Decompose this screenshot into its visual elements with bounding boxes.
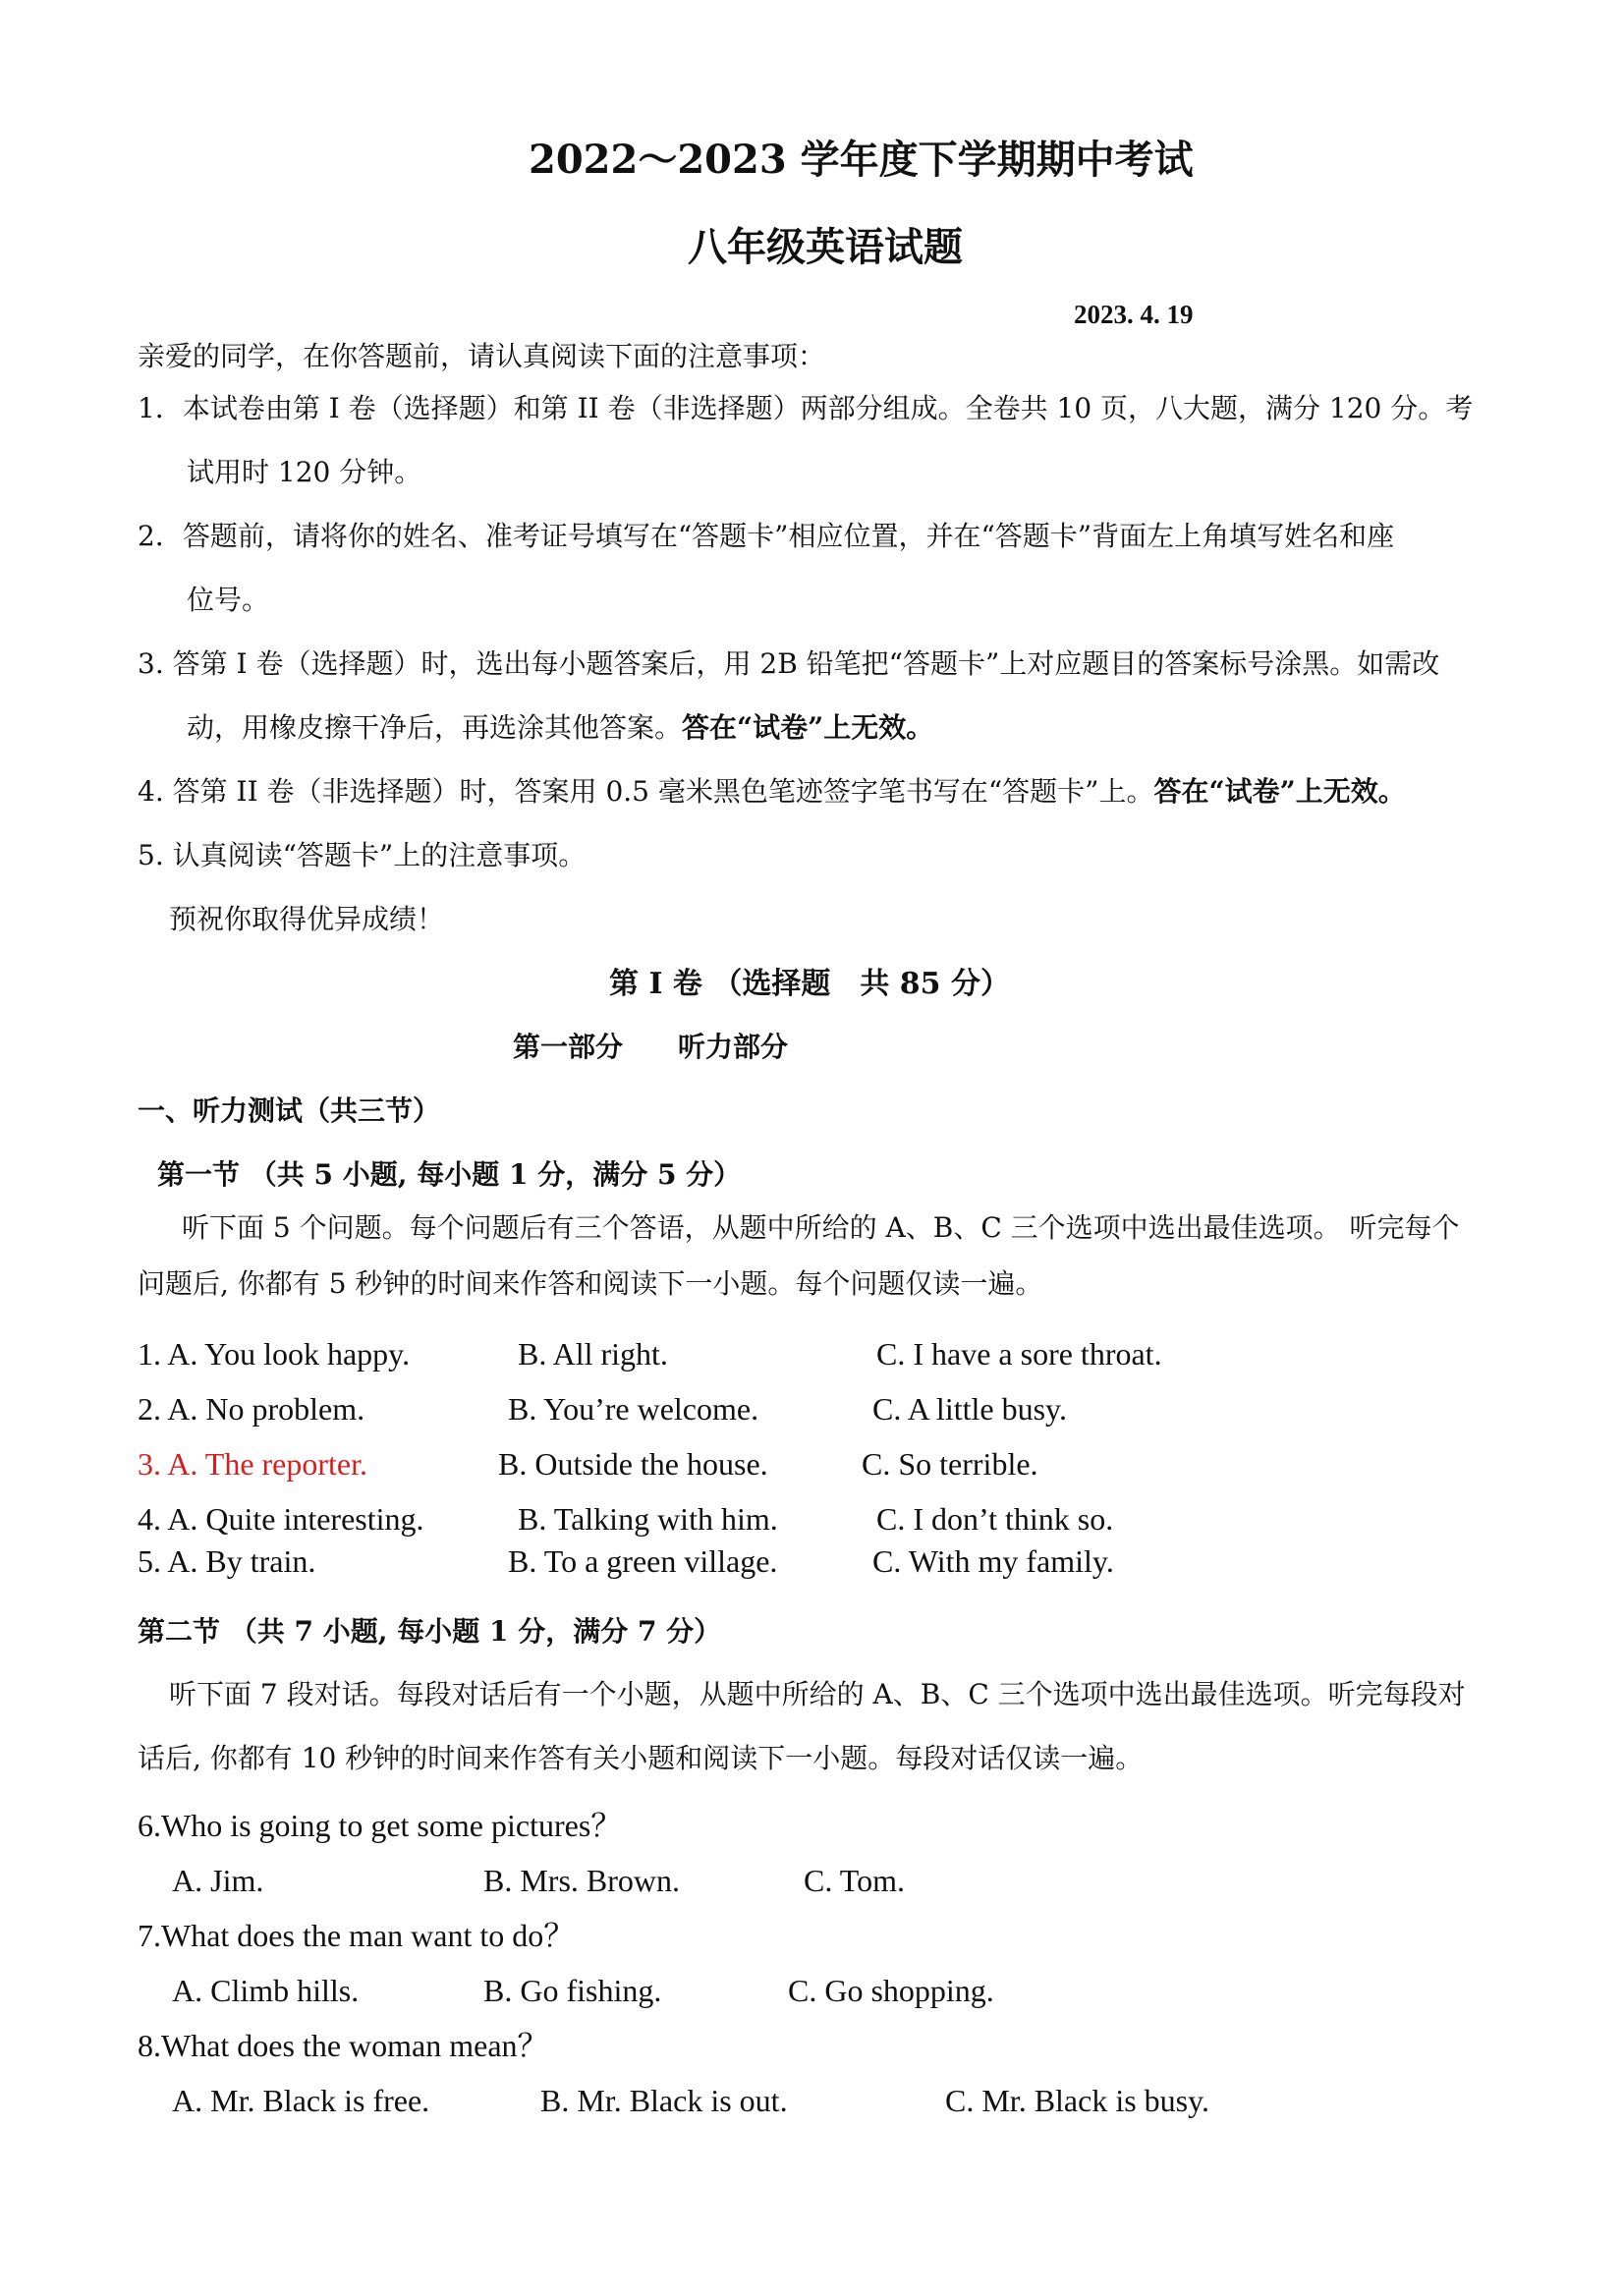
notice-item-1: 1．本试卷由第 I 卷（选择题）和第 II 卷（非选择题）两部分组成。全卷共 10 页，八大题，满分 120 分。考 — [138, 392, 1474, 424]
q4-option-a: 4. A. Quite interesting. — [138, 1501, 424, 1537]
q8-question: 8.What does the woman mean？ — [138, 2028, 549, 2063]
section2-instructions-cont: 话后, 你都有 10 秒钟的时间来作答有关小题和阅读下一小题。每段对话仅读一遍。 — [138, 1742, 1144, 1774]
notice-intro: 亲爱的同学，在你答题前，请认真阅读下面的注意事项： — [138, 340, 826, 372]
notice-item-1-cont: 试用时 120 分钟。 — [187, 456, 422, 488]
notice-item-2: 2．答题前，请将你的姓名、准考证号填写在“答题卡”相应位置，并在“答题卡”背面左上角填写姓名和座 — [138, 520, 1395, 552]
q6-option-c: C. Tom. — [804, 1863, 905, 1898]
section1-instructions-cont: 问题后, 你都有 5 秒钟的时间来作答和阅读下一小题。每个问题仅读一遍。 — [138, 1267, 1043, 1300]
q1-option-b: B. All right. — [518, 1336, 668, 1372]
q1-option-a: 1. A. You look happy. — [138, 1336, 411, 1372]
q7-question: 7.What does the man want to do？ — [138, 1918, 576, 1953]
q5-option-a: 5. A. By train. — [138, 1543, 316, 1579]
notice-item-2-cont: 位号。 — [187, 584, 270, 616]
q4-option-c: C. I don’t think so. — [876, 1501, 1114, 1537]
q5-option-b: B. To a green village. — [508, 1543, 778, 1579]
notice-item-3-cont — [187, 711, 934, 744]
notice-item-4-text: 4. 答第 II 卷（非选择题）时，答案用 0.5 毫米黑色笔迹签字笔书写在“答题卡”上。 — [138, 775, 1154, 808]
q4-option-b: B. Talking with him. — [518, 1501, 778, 1537]
notice-item-3-text: 动，用橡皮擦干净后，再选涂其他答案。 — [187, 711, 683, 744]
section2-heading: 第二节 （共 7 小题, 每小题 1 分，满分 7 分） — [138, 1615, 722, 1648]
q3-option-a: 3. A. The reporter. — [138, 1446, 368, 1482]
q7-option-a: A. Climb hills. — [172, 1973, 360, 2008]
notice-wish: 预祝你取得优异成绩！ — [169, 903, 445, 935]
section2-instructions: 听下面 7 段对话。每段对话后有一个小题，从题中所给的 A、B、C 三个选项中选出最佳选项。听完每段对 — [169, 1678, 1466, 1710]
q8-option-b: B. Mr. Black is out. — [540, 2083, 788, 2118]
notice-item-3: 3. 答第 I 卷（选择题）时，选出每小题答案后，用 2B 铅笔把“答题卡”上对应题目的答案标号涂黑。如需改 — [138, 647, 1440, 680]
q3-option-b: B. Outside the house. — [498, 1446, 768, 1482]
notice-item-4-warning: 答在“试卷”上无效。 — [1153, 775, 1406, 808]
volume-heading: 第 I 卷 （选择题 共 85 分） — [609, 967, 1011, 1001]
notice-item-3-warning: 答在“试卷”上无效。 — [682, 711, 934, 744]
q5-option-c: C. With my family. — [872, 1543, 1114, 1579]
q6-question: 6.Who is going to get some pictures？ — [138, 1808, 623, 1843]
part-heading: 第一部分 听力部分 — [513, 1031, 789, 1063]
q1-option-c: C. I have a sore throat. — [876, 1336, 1162, 1372]
q7-option-c: C. Go shopping. — [788, 1973, 994, 2008]
q8-option-c: C. Mr. Black is busy. — [945, 2083, 1210, 2118]
q7-option-b: B. Go fishing. — [483, 1973, 662, 2008]
q2-option-a: 2. A. No problem. — [138, 1391, 365, 1427]
q2-option-b: B. You’re welcome. — [508, 1391, 759, 1427]
q6-option-a: A. Jim. — [172, 1863, 264, 1898]
notice-item-5: 5. 认真阅读“答题卡”上的注意事项。 — [138, 839, 587, 871]
section1-instructions: 听下面 5 个问题。每个问题后有三个答语，从题中所给的 A、B、C 三个选项中选出最佳选项。 听完每个 — [182, 1211, 1460, 1244]
section1-heading: 第一节 （共 5 小题, 每小题 1 分，满分 5 分） — [157, 1158, 742, 1191]
exam-title: 2022～2023 学年度下学期期中考试 — [529, 137, 1194, 183]
exam-date: 2023. 4. 19 — [1074, 300, 1194, 329]
notice-item-4 — [138, 775, 1406, 808]
q6-option-b: B. Mrs. Brown. — [483, 1863, 681, 1898]
q2-option-c: C. A little busy. — [872, 1391, 1067, 1427]
q3-option-c: C. So terrible. — [862, 1446, 1038, 1482]
exam-subtitle: 八年级英语试题 — [688, 224, 963, 270]
section-heading: 一、听力测试（共三节） — [138, 1094, 441, 1127]
q8-option-a: A. Mr. Black is free. — [172, 2083, 430, 2118]
